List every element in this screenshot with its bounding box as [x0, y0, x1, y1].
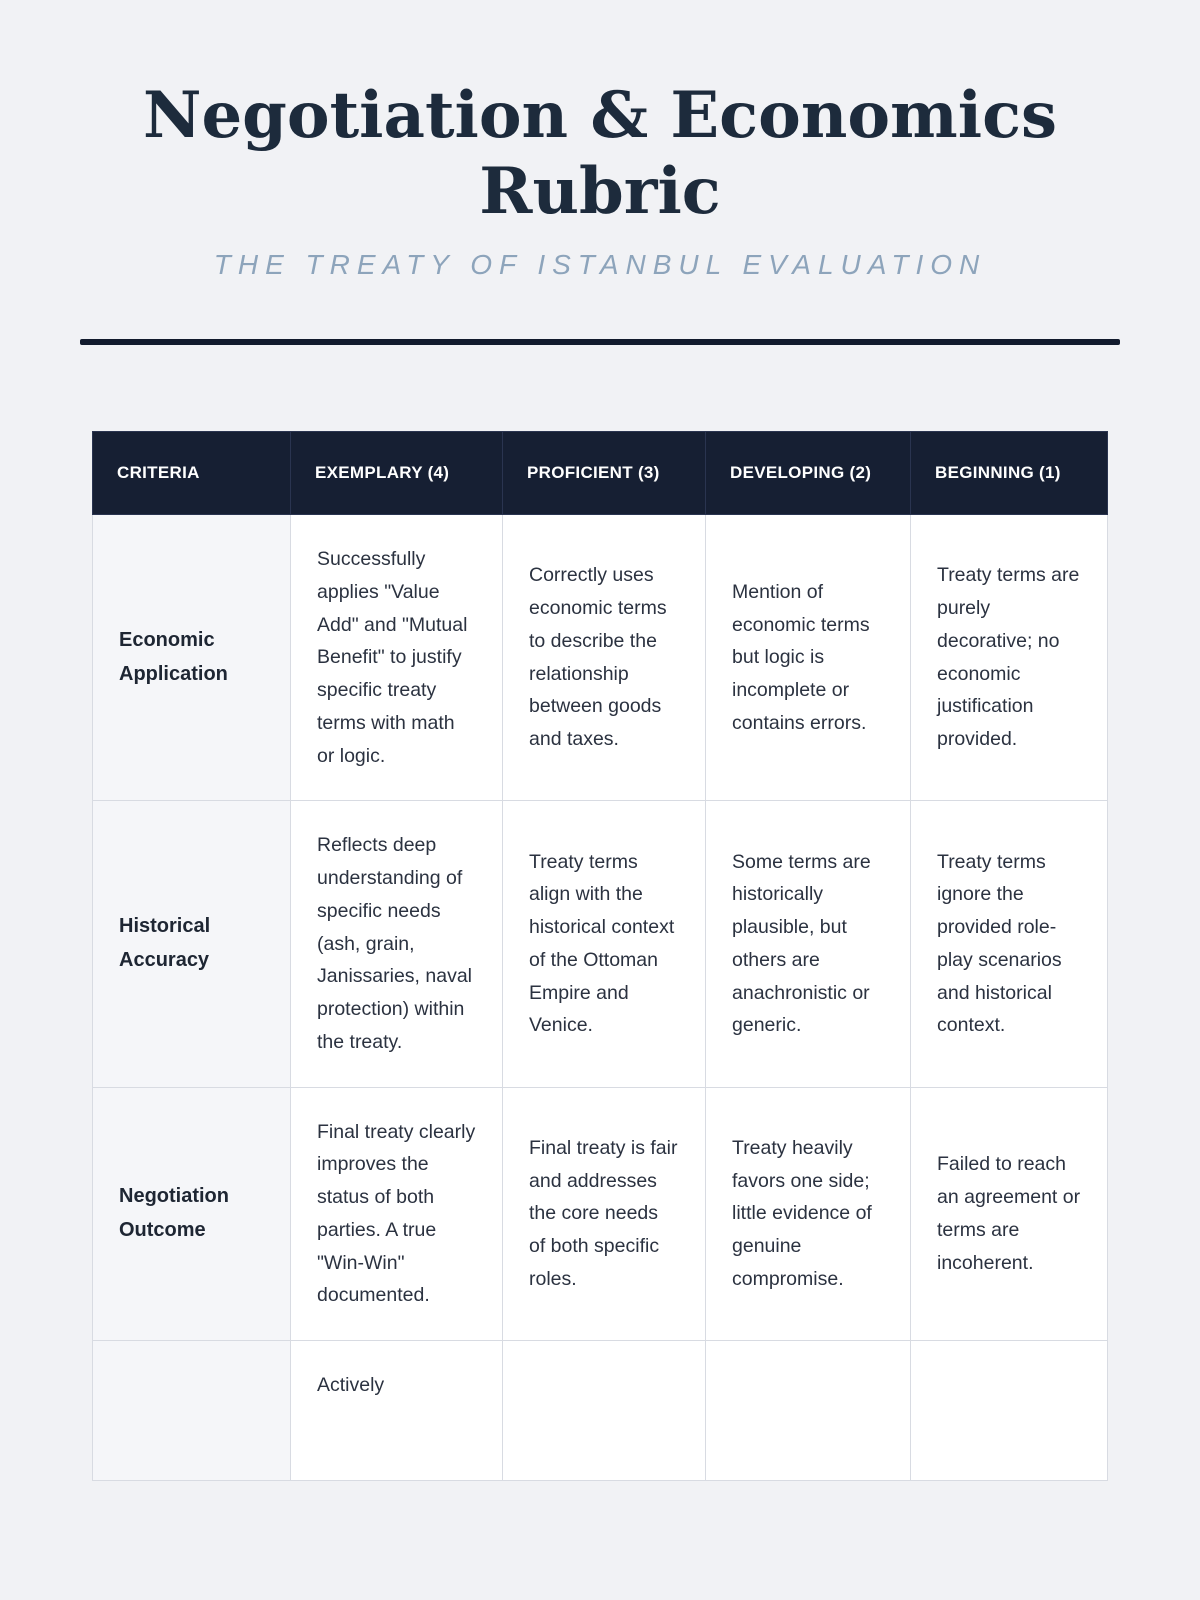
rubric-cell — [503, 1341, 706, 1481]
column-header-criteria: CRITERIA — [93, 432, 291, 515]
rubric-cell: Treaty terms are purely decorative; no economic justification provided. — [911, 515, 1108, 801]
criteria-cell: Economic Application — [93, 515, 291, 801]
criteria-cell: Negotiation Outcome — [93, 1087, 291, 1341]
rubric-cell: Actively — [291, 1341, 503, 1481]
rubric-cell: Final treaty clearly improves the status of both parties. A true "Win-Win" documented. — [291, 1087, 503, 1341]
rubric-cell: Reflects deep understanding of specific needs (ash, grain, Janissaries, naval protection) within the treaty. — [291, 801, 503, 1087]
table-row — [93, 1087, 1108, 1341]
table-row — [93, 1341, 1108, 1481]
rubric-cell — [706, 1341, 911, 1481]
table-row — [93, 801, 1108, 1087]
rubric-cell: Failed to reach an agreement or terms are incoherent. — [911, 1087, 1108, 1341]
criteria-cell — [93, 1341, 291, 1481]
rubric-cell: Some terms are historically plausible, but others are anachronistic or generic. — [706, 801, 911, 1087]
table-header-row — [93, 432, 1108, 515]
divider — [80, 339, 1120, 345]
rubric-cell: Treaty terms ignore the provided role-play scenarios and historical context. — [911, 801, 1108, 1087]
rubric-cell: Mention of economic terms but logic is incomplete or contains errors. — [706, 515, 911, 801]
rubric-table — [92, 431, 1108, 1481]
column-header-developing: DEVELOPING (2) — [706, 432, 911, 515]
table-row — [93, 515, 1108, 801]
page-title: Negotiation & Economics Rubric — [142, 78, 1058, 229]
column-header-proficient: PROFICIENT (3) — [503, 432, 706, 515]
rubric-cell: Final treaty is fair and addresses the core needs of both specific roles. — [503, 1087, 706, 1341]
rubric-cell: Correctly uses economic terms to describe the relationship between goods and taxes. — [503, 515, 706, 801]
rubric-cell: Successfully applies "Value Add" and "Mutual Benefit" to justify specific treaty terms with math or logic. — [291, 515, 503, 801]
rubric-cell — [911, 1341, 1108, 1481]
page-subtitle: THE TREATY OF ISTANBUL EVALUATION — [213, 249, 987, 281]
column-header-beginning: BEGINNING (1) — [911, 432, 1108, 515]
column-header-exemplary: EXEMPLARY (4) — [291, 432, 503, 515]
criteria-cell: Historical Accuracy — [93, 801, 291, 1087]
rubric-cell: Treaty terms align with the historical context of the Ottoman Empire and Venice. — [503, 801, 706, 1087]
rubric-cell: Treaty heavily favors one side; little evidence of genuine compromise. — [706, 1087, 911, 1341]
